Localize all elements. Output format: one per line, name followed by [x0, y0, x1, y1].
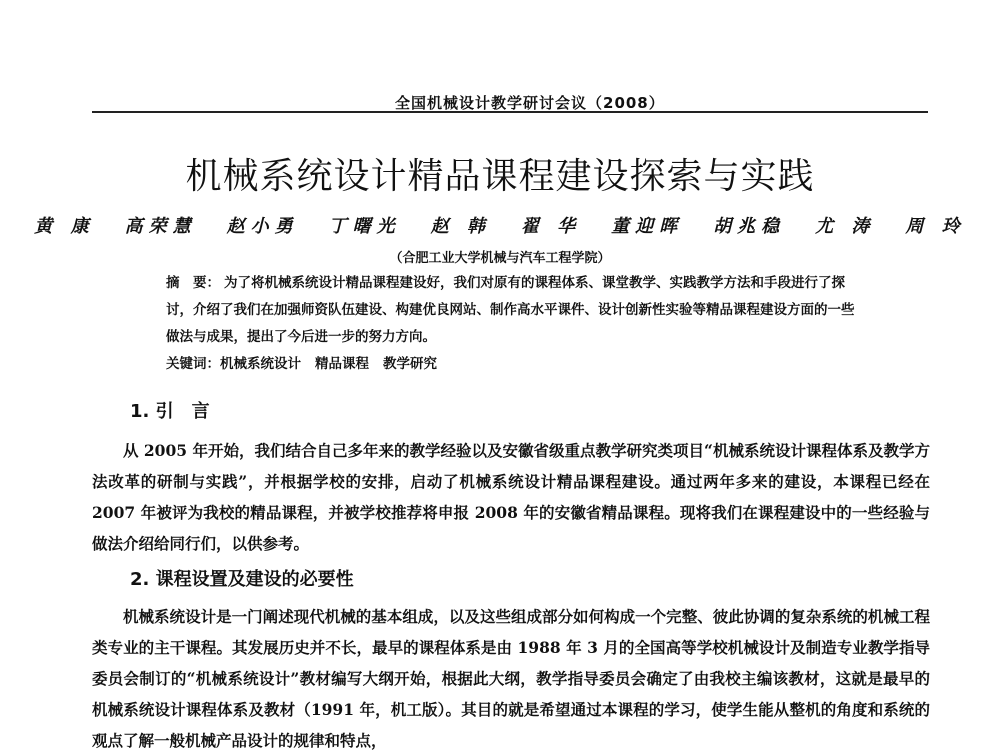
section-paragraph-necessity: 机械系统设计是一门阐述现代机械的基本组成，以及这些组成部分如何构成一个完整、彼此协调的复杂系统的机械工程类专业的主干课程。其发展历史并不长，最早的课程体系是由 1988 年 3 月的全国高等学校机械设计及制造专业教学指导委员会制订的“机械系统设计”教材编写大纲开始，根据此大纲，教学指导委员会确定了由我校主编该教材，这就是最早的机械系统设计课程体系及教材（1991 年，机工版）。其目的就是希望通过本课程的学习，使学生能从整机的角度和系统的观点了解一般机械产品设计的规律和特点，	[92, 607, 930, 750]
keyword: 机械系统设计	[220, 356, 301, 372]
paper-title: 机械系统设计精品课程建设探索与实践	[185, 156, 815, 197]
author: 胡兆稳	[713, 216, 786, 237]
affiliation: （合肥工业大学机械与汽车工程学院）	[389, 251, 611, 266]
author-list	[0, 212, 1000, 238]
author: 翟 华	[520, 216, 582, 237]
running-header-title: 全国机械设计教学研讨会议（2008）	[395, 94, 665, 112]
section-heading-necessity: 2. 课程设置及建设的必要性	[130, 569, 354, 590]
keyword: 精品课程	[315, 356, 369, 372]
abstract-paragraph	[166, 270, 866, 351]
header-rule	[92, 111, 928, 113]
author: 尤 涛	[815, 216, 876, 237]
keyword: 教学研究	[383, 356, 437, 372]
author: 周 玲	[905, 216, 966, 237]
author: 黄 康	[34, 216, 95, 237]
section-paragraph-intro: 从 2005 年开始，我们结合自己多年来的教学经验以及安徽省级重点教学研究类项目“机械系统设计课程体系及教学方法改革的研制与实践”，并根据学校的安排，启动了机械系统设计精品课程建设。通过两年多来的建设，本课程已经在 2007 年被评为我校的精品课程，并被学校推荐将申报 2008 年的安徽省精品课程。现将我们在课程建设中的一些经验与做法介绍给同行们，以供参考。	[92, 441, 930, 553]
author: 赵小勇	[226, 216, 299, 237]
author: 高荣慧	[124, 216, 197, 237]
keywords-line	[166, 351, 866, 378]
section-heading-intro: 1. 引 言	[130, 401, 210, 422]
abstract-block	[166, 270, 866, 378]
author: 董迎晖	[611, 216, 684, 237]
abstract-text: 为了将机械系统设计精品课程建设好，我们对原有的课程体系、课堂教学、实践教学方法和手段进行了探讨，介绍了我们在加强师资队伍建设、构建优良网站、制作高水平课件、设计创新性实验等精品课程建设方面的一些做法与成果，提出了今后进一步的努力方向。	[166, 275, 855, 345]
author: 丁曙光	[328, 216, 401, 237]
keywords-label: 关键词：	[166, 356, 220, 372]
abstract-label: 摘 要：	[166, 275, 220, 291]
author: 赵 韩	[430, 216, 491, 237]
